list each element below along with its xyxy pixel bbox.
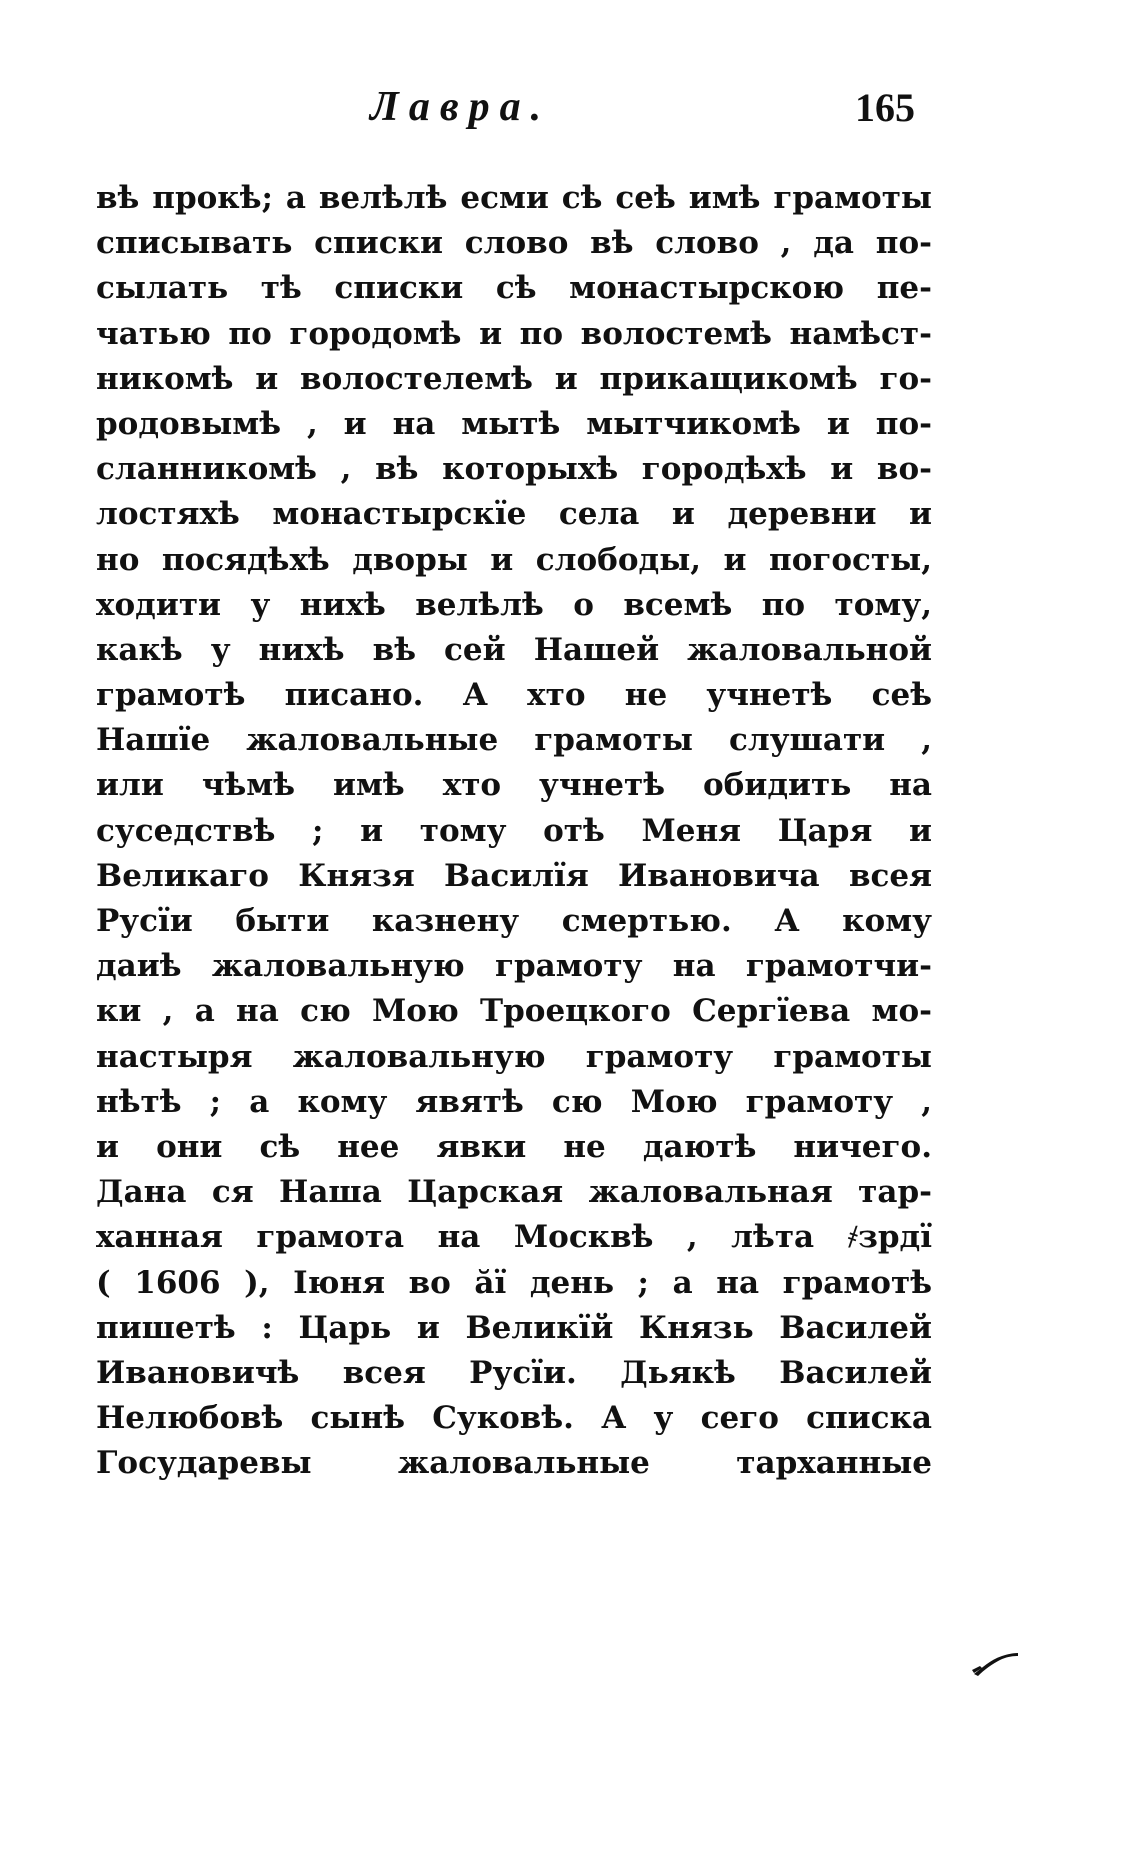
text-line: и они сѣ нее явки не даютѣ ничего. bbox=[96, 1128, 932, 1165]
text-line: настыря жаловальную грамоту грамоты bbox=[96, 1038, 932, 1075]
ink-mark bbox=[972, 1648, 1020, 1678]
page-number: 165 bbox=[855, 85, 915, 130]
text-line: никомѣ и волостелемѣ и прикащикомѣ го- bbox=[96, 360, 932, 397]
text-line: нѣтѣ ; а кому явятѣ сю Мою грамоту , bbox=[96, 1083, 932, 1120]
text-line: какѣ у нихѣ вѣ сей Нашей жаловальной bbox=[96, 631, 932, 668]
running-head bbox=[0, 78, 1140, 138]
text-line: сылать тѣ списки сѣ монастырскою пе- bbox=[96, 270, 932, 307]
text-line: Нашїе жаловальные грамоты слушати , bbox=[96, 722, 932, 759]
text-line: Великаго Князя Василїя Ивановича всея bbox=[96, 857, 932, 894]
text-line: ки , а на сю Мою Троецкого Сергїева мо- bbox=[96, 993, 932, 1030]
text-line: грамотѣ писано. А хто не учнетѣ сеѣ bbox=[96, 677, 932, 714]
text-line: Ивановичѣ всея Русїи. Дьякѣ Василей bbox=[96, 1354, 932, 1391]
text-line: ходити у нихѣ велѣлѣ о всемѣ по тому, bbox=[96, 586, 932, 623]
text-line: чатью по городомѣ и по волостемѣ намѣст- bbox=[96, 315, 932, 352]
text-line: пишетѣ : Царь и Великїй Князь Василей bbox=[96, 1309, 932, 1346]
text-line: ( 1606 ), Іюня во ӑї день ; а на грамотѣ bbox=[96, 1264, 932, 1301]
text-line: суседствѣ ; и тому отѣ Меня Царя и bbox=[96, 812, 932, 849]
text-line: родовымѣ , и на мытѣ мытчикомѣ и по- bbox=[96, 405, 932, 442]
text-line: даиѣ жаловальную грамоту на грамотчи- bbox=[96, 948, 932, 985]
body-text bbox=[96, 176, 932, 1486]
text-line: Русїи быти казнену смертью. А кому bbox=[96, 903, 932, 939]
running-title: Лавра. bbox=[370, 84, 552, 130]
text-line: сланникомѣ , вѣ которыхѣ городѣхѣ и во- bbox=[96, 451, 932, 488]
text-line: лостяхѣ монастырскїе села и деревни и bbox=[96, 496, 932, 533]
text-line: Государевы жаловальные тарханные bbox=[96, 1445, 932, 1482]
text-line: но посядѣхѣ дворы и слободы, и погосты, bbox=[96, 541, 932, 578]
text-line: Дана ся Наша Царская жаловальная тар- bbox=[96, 1174, 932, 1211]
text-line: или чѣмѣ имѣ хто учнетѣ обидить на bbox=[96, 767, 932, 804]
text-line: вѣ прокѣ; а велѣлѣ есми сѣ сеѣ имѣ грамоты bbox=[96, 180, 932, 216]
text-line: ханная грамота на Москвѣ , лѣта ҂зрдї bbox=[96, 1219, 932, 1256]
text-line: списывать списки слово вѣ слово , да по- bbox=[96, 225, 932, 262]
text-line: Нелюбовѣ сынѣ Суковѣ. А у сего списка bbox=[96, 1400, 932, 1437]
